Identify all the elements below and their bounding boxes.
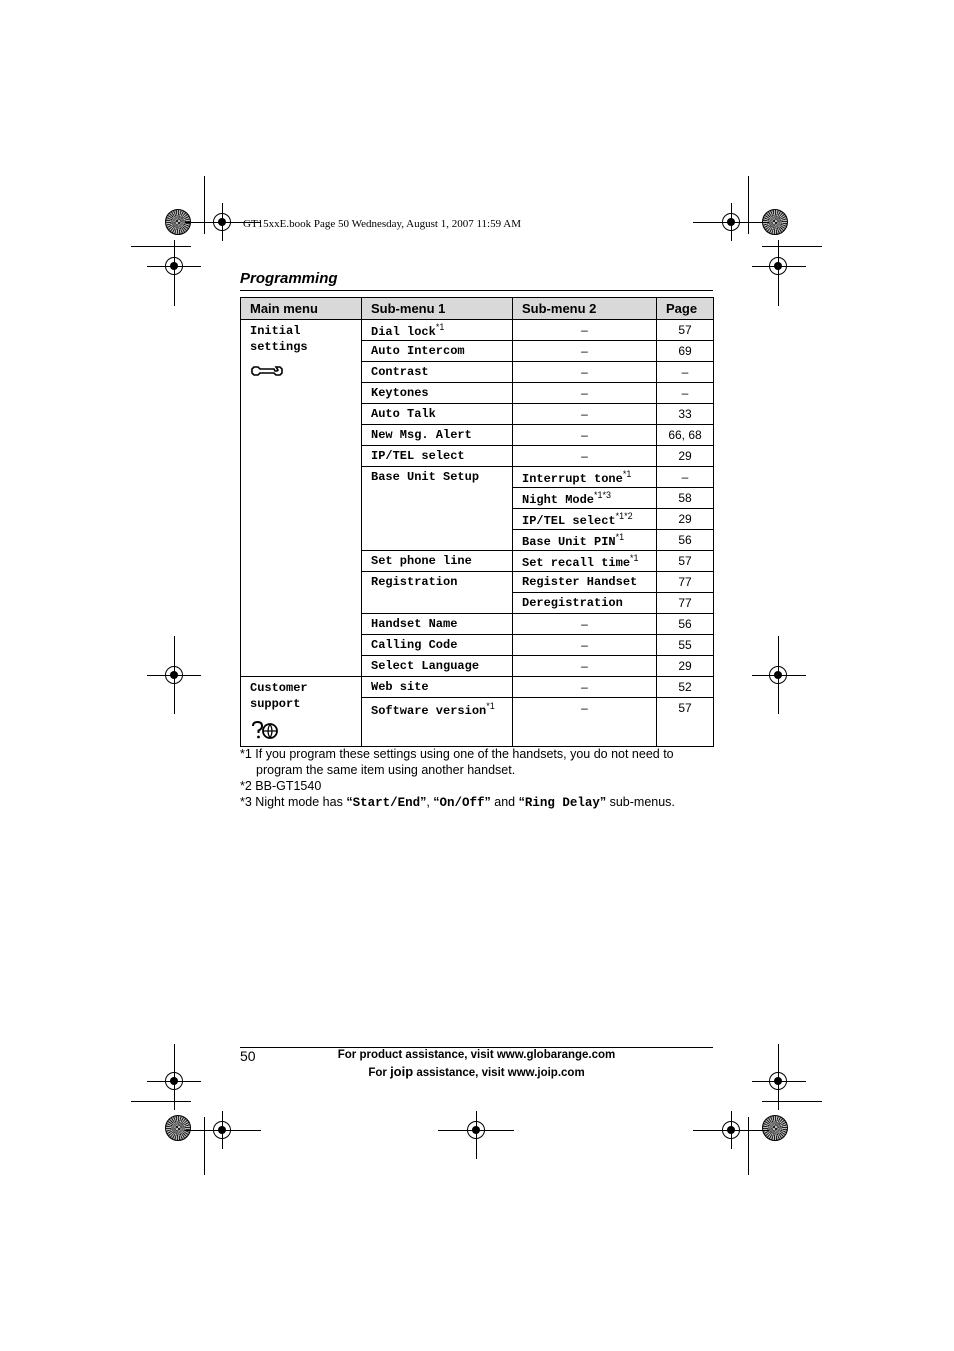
color-target-icon: [165, 1115, 191, 1141]
table-header-row: [241, 298, 714, 320]
sub1-cell: Auto Intercom: [362, 341, 513, 362]
registration-mark-icon: [769, 1072, 787, 1090]
page-cell: –: [657, 467, 714, 488]
sub1-cell: Set phone line: [362, 551, 513, 572]
page-cell: 56: [657, 530, 714, 551]
page-cell: 52: [657, 677, 714, 698]
table-row: [241, 677, 714, 698]
sub2-cell: –: [513, 404, 657, 425]
page-cell: 56: [657, 614, 714, 635]
sub1-cell: Auto Talk: [362, 404, 513, 425]
footer-divider: [240, 1047, 713, 1048]
sub1-cell: New Msg. Alert: [362, 425, 513, 446]
main-menu-customer-support: [241, 677, 362, 747]
registration-mark-icon: [213, 1121, 231, 1139]
registration-mark-icon: [769, 666, 787, 684]
page-cell: 69: [657, 341, 714, 362]
sub2-cell: –: [513, 635, 657, 656]
registration-mark-icon: [213, 213, 231, 231]
sub1-cell: Select Language: [362, 656, 513, 677]
joip-brand: joip: [390, 1064, 414, 1079]
main-menu-label: Customer support: [250, 681, 308, 711]
sub1-cell: Keytones: [362, 383, 513, 404]
book-file-info: GT15xxE.book Page 50 Wednesday, August 1, 2007 11:59 AM: [243, 218, 521, 230]
sub2-cell: Base Unit PIN$^{*1}$: [513, 530, 657, 551]
header-page: Page: [657, 298, 714, 320]
menu-table: [240, 297, 714, 747]
sub2-cell: –: [513, 362, 657, 383]
page-cell: 29: [657, 446, 714, 467]
header-sub-menu-1: Sub-menu 1: [362, 298, 513, 320]
page-cell: 58: [657, 488, 714, 509]
header-divider: [240, 290, 713, 291]
sub2-cell: Register Handset: [513, 572, 657, 593]
footnote-2: *2 BB-GT1540: [240, 779, 322, 793]
page-cell: 66, 68: [657, 425, 714, 446]
page-cell: –: [657, 383, 714, 404]
sub1-cell: Registration: [362, 572, 513, 614]
page-number: 50: [240, 1048, 256, 1064]
sub2-cell: Deregistration: [513, 593, 657, 614]
sub2-cell: –: [513, 341, 657, 362]
sub2-cell: –: [513, 425, 657, 446]
table-row: [241, 320, 714, 341]
registration-mark-icon: [769, 257, 787, 275]
page-cell: 77: [657, 572, 714, 593]
sub1-cell: Calling Code: [362, 635, 513, 656]
sub2-cell: –: [513, 677, 657, 698]
footer-assistance-line: For product assistance, visit www.globarange.com: [337, 1049, 616, 1061]
sub1-cell: Handset Name: [362, 614, 513, 635]
footnote-1-continued: program the same item using another handset.: [256, 763, 516, 777]
sub2-cell: IP/TEL select$^{*1*2}$: [513, 509, 657, 530]
registration-mark-icon: [722, 213, 740, 231]
sub2-cell: –: [513, 383, 657, 404]
page-cell: 29: [657, 656, 714, 677]
page-cell: 57: [657, 320, 714, 341]
main-menu-label: Initial settings: [250, 324, 308, 354]
footer-joip-line: For joip assistance, visit www.joip.com: [368, 1064, 585, 1079]
sub2-cell: –: [513, 698, 657, 747]
header-sub-menu-2: Sub-menu 2: [513, 298, 657, 320]
page-cell: 77: [657, 593, 714, 614]
footnote-1: *1 If you program these settings using one of the handsets, you do not need to: [240, 747, 674, 761]
registration-mark-icon: [165, 1072, 183, 1090]
main-menu-initial-settings: [241, 320, 362, 677]
page-cell: –: [657, 362, 714, 383]
sub2-cell: –: [513, 614, 657, 635]
sub2-cell: Set recall time$^{*1}$: [513, 551, 657, 572]
sub1-cell: Software version$^{*1}$: [362, 698, 513, 747]
wrench-icon: [250, 363, 361, 383]
sub2-cell: Interrupt tone$^{*1}$: [513, 467, 657, 488]
section-title: Programming: [240, 270, 338, 287]
header-main-menu: Main menu: [241, 298, 362, 320]
page-cell: 33: [657, 404, 714, 425]
sub1-cell: Web site: [362, 677, 513, 698]
registration-mark-icon: [165, 257, 183, 275]
sub2-cell: –: [513, 656, 657, 677]
registration-mark-icon: [722, 1121, 740, 1139]
page-cell: 29: [657, 509, 714, 530]
sub1-cell: Base Unit Setup: [362, 467, 513, 551]
sub1-cell: Dial lock$^{*1}$: [362, 320, 513, 341]
sub2-cell: –: [513, 320, 657, 341]
sub2-cell: –: [513, 446, 657, 467]
footnotes: [240, 746, 675, 811]
registration-mark-icon: [467, 1121, 485, 1139]
color-target-icon: [762, 1115, 788, 1141]
page-cell: 57: [657, 551, 714, 572]
sub2-cell: Night Mode$^{*1*3}$: [513, 488, 657, 509]
page-cell: 57: [657, 698, 714, 747]
page-cell: 55: [657, 635, 714, 656]
sub1-cell: IP/TEL select: [362, 446, 513, 467]
footnote-3: *3 Night mode has “Start/End”, “On/Off” and “Ring Delay” sub-menus.: [240, 795, 675, 810]
sub1-cell: Contrast: [362, 362, 513, 383]
help-icon: [250, 720, 361, 744]
registration-mark-icon: [165, 666, 183, 684]
